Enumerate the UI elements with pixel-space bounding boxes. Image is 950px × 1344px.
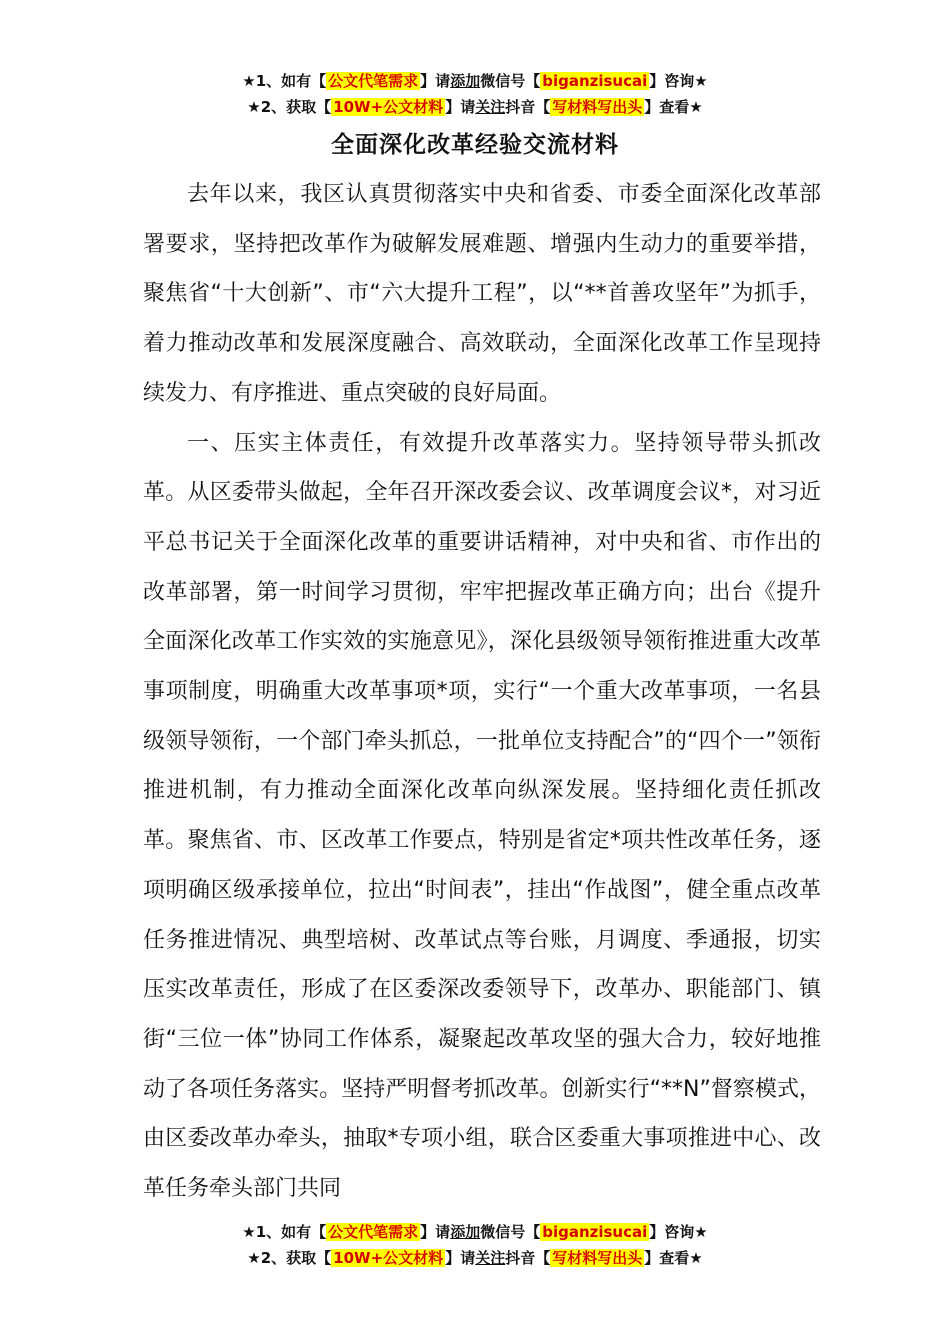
banner-text: 】请 <box>445 98 476 116</box>
banner-underlined-text: 关注 <box>475 1249 506 1267</box>
banner-text: ★1、如有【 <box>242 72 327 90</box>
banner-highlight: 公文代笔需求 <box>328 72 419 90</box>
banner-text: 】请 <box>420 72 451 90</box>
banner-highlight: 写材料写出头 <box>552 1249 643 1267</box>
banner-text: 】请 <box>445 1249 476 1267</box>
banner-text: 】咨询★ <box>649 1223 708 1241</box>
banner-text: 】查看★ <box>644 98 703 116</box>
banner-underlined-text: 关注 <box>475 98 506 116</box>
banner-highlight: 公文代笔需求 <box>328 1223 419 1241</box>
banner-text: 】查看★ <box>644 1249 703 1267</box>
document-title: 全面深化改革经验交流材料 <box>331 132 619 158</box>
banner-line-1 <box>0 1219 950 1245</box>
banner-text: 】咨询★ <box>649 72 708 90</box>
banner-text: ★2、获取【 <box>247 1249 332 1267</box>
banner-highlight: 10W+公文材料 <box>333 98 444 116</box>
banner-text: 抖音【 <box>505 1249 551 1267</box>
header-banner <box>0 68 950 120</box>
document-body <box>143 170 821 1214</box>
banner-text: 抖音【 <box>505 98 551 116</box>
banner-line-2 <box>0 94 950 120</box>
banner-highlight: 10W+公文材料 <box>333 1249 444 1267</box>
banner-line-2 <box>0 1245 950 1271</box>
paragraph-intro: 去年以来，我区认真贯彻落实中央和省委、市委全面深化改革部署要求，坚持把改革作为破解发展难题、增强内生动力的重要举措，聚焦省“十大创新”、市“六大提升工程”，以“**首善攻坚年”为抓手，着力推动改革和发展深度融合、高效联动，全面深化改革工作呈现持续发力、有序推进、重点突破的良好局面。 <box>143 182 821 406</box>
banner-highlight: biganzisucai <box>542 1223 648 1241</box>
banner-underlined-text: 添加 <box>450 1223 481 1241</box>
banner-text: ★1、如有【 <box>242 1223 327 1241</box>
banner-highlight: 写材料写出头 <box>552 98 643 116</box>
banner-text: 微信号【 <box>480 1223 541 1241</box>
banner-text: 】请 <box>420 1223 451 1241</box>
paragraph-section-1: 一、压实主体责任，有效提升改革落实力。坚持领导带头抓改革。从区委带头做起，全年召开深改委会议、改革调度会议*，对习近平总书记关于全面深化改革的重要讲话精神，对中央和省、市作出的改革部署，第一时间学习贯彻，牢牢把握改革正确方向；出台《提升全面深化改革工作实效的实施意见》，深化县级领导领衔推进重大改革事项制度，明确重大改革事项*项，实行“一个重大改革事项，一名县级领导领衔，一个部门牵头抓总，一批单位支持配合”的“四个一”领衔推进机制，有力推动全面深化改革向纵深发展。坚持细化责任抓改革。聚焦省、市、区改革工作要点，特别是省定*项共性改革任务，逐项明确区级承接单位，拉出“时间表”，挂出“作战图”，健全重点改革任务推进情况、典型培树、改革试点等台账，月调度、季通报，切实压实改革责任，形成了在区委深改委领导下，改革办、职能部门、镇街“三位一体”协同工作体系，凝聚起改革攻坚的强大合力，较好地推动了各项任务落实。坚持严明督考抓改革。创新实行“**N”督察模式，由区委改革办牵头，抽取*专项小组，联合区委重大事项推进中心、改革任务牵头部门共同 <box>143 430 821 1202</box>
banner-highlight: biganzisucai <box>542 72 648 90</box>
banner-underlined-text: 添加 <box>450 72 481 90</box>
banner-text: 微信号【 <box>480 72 541 90</box>
banner-line-1 <box>0 68 950 94</box>
footer-banner <box>0 1219 950 1271</box>
banner-text: ★2、获取【 <box>247 98 332 116</box>
